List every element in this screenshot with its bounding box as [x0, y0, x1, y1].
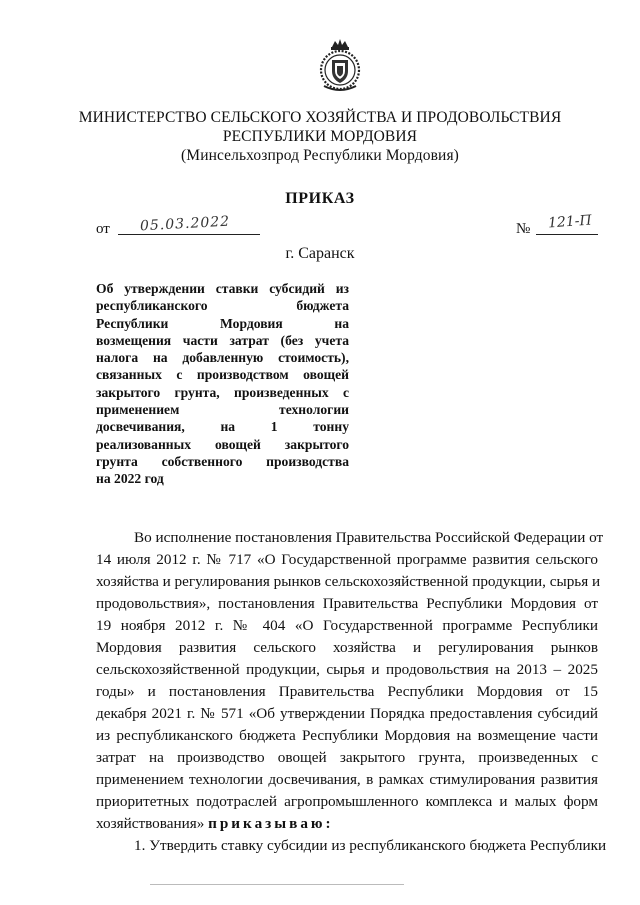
body-line: затрат на производство овощей закрытого грунта, произведенных с — [96, 749, 598, 766]
order-body — [96, 527, 607, 857]
ministry-short-name: (Минсельхозпрод Республики Мордовия) — [181, 147, 459, 164]
number-prefix: № — [516, 221, 531, 237]
body-line-final — [96, 813, 598, 835]
order-title: ПРИКАЗ — [285, 190, 355, 207]
body-line: сельскохозяйственной продукции, сырья и продовольствия на 2013 – 2025 — [96, 661, 598, 678]
ministry-name-line1: МИНИСТЕРСТВО СЕЛЬСКОГО ХОЗЯЙСТВА И ПРОДОВОЛЬСТВИЯ — [78, 109, 562, 126]
body-last-prefix: хозяйствования» — [96, 815, 205, 832]
body-line: годы» и постановления Правительства Республики Мордовия от 15 — [96, 683, 598, 700]
ministry-header — [0, 108, 640, 165]
coat-of-arms-emblem — [318, 38, 362, 94]
body-line: хозяйства и регулирования рынков сельскохозяйственной продукции, сырья и — [96, 573, 601, 590]
body-line: 19 ноября 2012 г. № 404 «О Государственной программе Республики — [96, 617, 598, 634]
body-line: Во исполнение постановления Правительства Российской Федерации от — [134, 529, 604, 546]
subject-line: применением технологии — [96, 402, 349, 418]
subject-line: Республики Мордовия на — [96, 315, 349, 331]
subject-line: закрытого грунта, произведенных с — [96, 384, 349, 400]
subject-line: на 2022 год — [96, 471, 164, 487]
subject-line: связанных с производством овощей — [96, 367, 349, 383]
body-line: из республиканского бюджета Республики Мордовия на возмещение части — [96, 727, 598, 744]
order-word: приказываю: — [208, 815, 334, 832]
order-date: 05.03.2022 — [139, 213, 231, 235]
date-underline — [118, 234, 260, 235]
subject-line: Об утверждении ставки субсидий из — [96, 281, 349, 296]
order-number: 121-П — [547, 212, 593, 232]
ministry-name-line2: РЕСПУБЛИКИ МОРДОВИЯ — [222, 128, 418, 145]
subject-line: возмещения части затрат (без учета — [96, 332, 349, 348]
city-name: г. Саранск — [285, 245, 355, 262]
subject-line: грунта собственного производства — [96, 453, 349, 469]
body-line: применением технологии досвечивания, в рамках стимулирования развития — [96, 771, 598, 788]
body-line: 14 июля 2012 г. № 717 «О Государственной программе развития сельского — [96, 551, 598, 568]
date-prefix: от — [96, 221, 110, 237]
subject-line: досвечивания, на 1 тонну — [96, 419, 349, 435]
subject-line: налога на добавленную стоимость), — [96, 350, 349, 366]
body-line: приоритетных подотраслей агропромышленного комплекса и малых форм — [96, 793, 598, 810]
body-line: Мордовия развития сельского хозяйства и регулирования рынков — [96, 639, 598, 656]
body-line: декабря 2021 г. № 571 «Об утверждении Порядка предоставления субсидий — [96, 705, 598, 722]
number-underline — [536, 234, 598, 235]
body-line: продовольствия», постановления Правительства Республики Мордовия от — [96, 595, 598, 612]
subject-line: реализованных овощей закрытого — [96, 436, 349, 452]
page-bottom-rule — [150, 884, 404, 885]
order-item-1: 1. Утвердить ставку субсидии из республиканского бюджета Республики — [134, 837, 607, 854]
subject-line: республиканского бюджета — [96, 298, 349, 314]
order-subject — [96, 280, 349, 488]
